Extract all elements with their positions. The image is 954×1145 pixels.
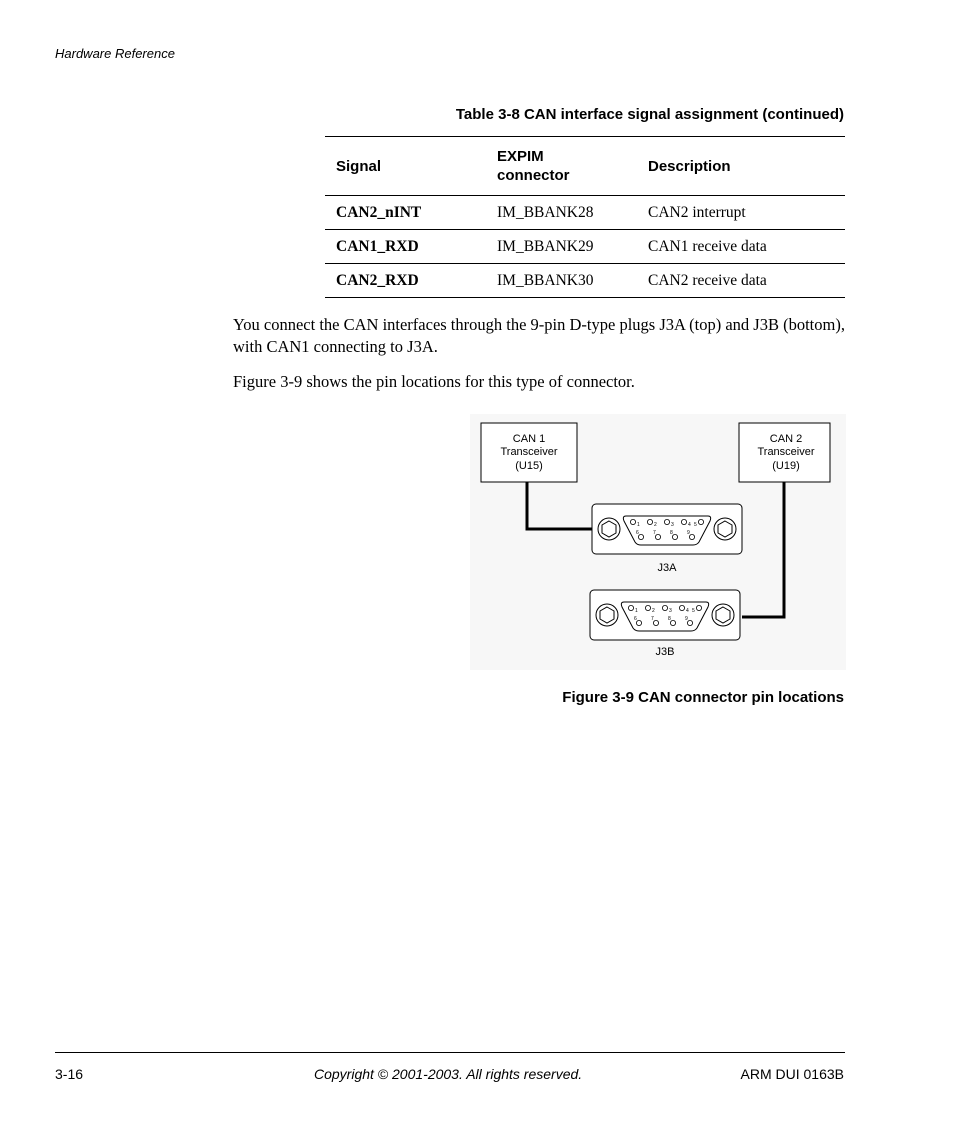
cell-connector: IM_BBANK30 xyxy=(486,264,637,298)
body-paragraph: Figure 3-9 shows the pin locations for this type of connector. xyxy=(233,372,635,391)
j3a-connector xyxy=(592,504,742,554)
cell-description: CAN2 interrupt xyxy=(637,196,845,230)
pin-number: 3 xyxy=(671,522,674,528)
can2-label-line: (U19) xyxy=(772,460,800,472)
j3b-connector xyxy=(590,590,740,640)
pin-number: 4 xyxy=(686,608,689,614)
pin-number: 8 xyxy=(668,616,671,622)
j3b-label: J3B xyxy=(655,646,675,658)
column-header-expim-connector: EXPIM connector xyxy=(486,137,637,196)
column-header-description: Description xyxy=(637,137,845,196)
pin-number: 4 xyxy=(688,522,691,528)
pin-number: 2 xyxy=(652,608,655,614)
column-header-signal: Signal xyxy=(325,137,486,196)
cell-description: CAN1 receive data xyxy=(637,230,845,264)
pin-number: 9 xyxy=(687,530,690,536)
pin-number: 7 xyxy=(653,530,656,536)
table-header-row xyxy=(325,137,845,196)
pin-number: 5 xyxy=(692,608,695,614)
pin-number: 6 xyxy=(636,530,639,536)
table-row xyxy=(325,230,845,264)
can2-label-line: Transceiver xyxy=(757,446,815,458)
pin-number: 9 xyxy=(685,616,688,622)
table-caption: Table 3-8 CAN interface signal assignment (continued) xyxy=(455,106,844,123)
cell-connector: IM_BBANK28 xyxy=(486,196,637,230)
cell-description: CAN2 receive data xyxy=(637,264,845,298)
pin-number: 1 xyxy=(635,608,638,614)
cell-signal: CAN2_nINT xyxy=(325,196,486,230)
can1-label-line: (U15) xyxy=(515,460,543,472)
pin-number: 2 xyxy=(654,522,657,528)
pin-number: 8 xyxy=(670,530,673,536)
cell-connector: IM_BBANK29 xyxy=(486,230,637,264)
signal-table xyxy=(325,136,845,298)
figure-caption: Figure 3-9 CAN connector pin locations xyxy=(562,689,844,706)
can1-label-line: Transceiver xyxy=(500,446,558,458)
cell-signal: CAN1_RXD xyxy=(325,230,486,264)
running-header: Hardware Reference xyxy=(55,46,175,61)
body-paragraph: You connect the CAN interfaces through the 9-pin D-type plugs J3A (top) and J3B (bottom), with CAN1 connecting to J3A. xyxy=(233,315,845,356)
pin-number: 3 xyxy=(669,608,672,614)
page-number: 3-16 xyxy=(55,1066,84,1082)
footer-rule xyxy=(55,1052,845,1053)
pin-number: 7 xyxy=(651,616,654,622)
cell-signal: CAN2_RXD xyxy=(325,264,486,298)
pin-number: 6 xyxy=(634,616,637,622)
pin-number: 1 xyxy=(637,522,640,528)
table-row xyxy=(325,264,845,298)
can2-label-line: CAN 2 xyxy=(769,433,803,445)
pin-number: 5 xyxy=(694,522,697,528)
copyright-notice: Copyright © 2001-2003. All rights reserved. xyxy=(314,1066,583,1082)
table-row xyxy=(325,196,845,230)
j3a-label: J3A xyxy=(657,562,677,574)
document-id: ARM DUI 0163B xyxy=(740,1066,844,1082)
can-connector-diagram xyxy=(470,414,846,670)
can1-label-line: CAN 1 xyxy=(512,433,546,445)
